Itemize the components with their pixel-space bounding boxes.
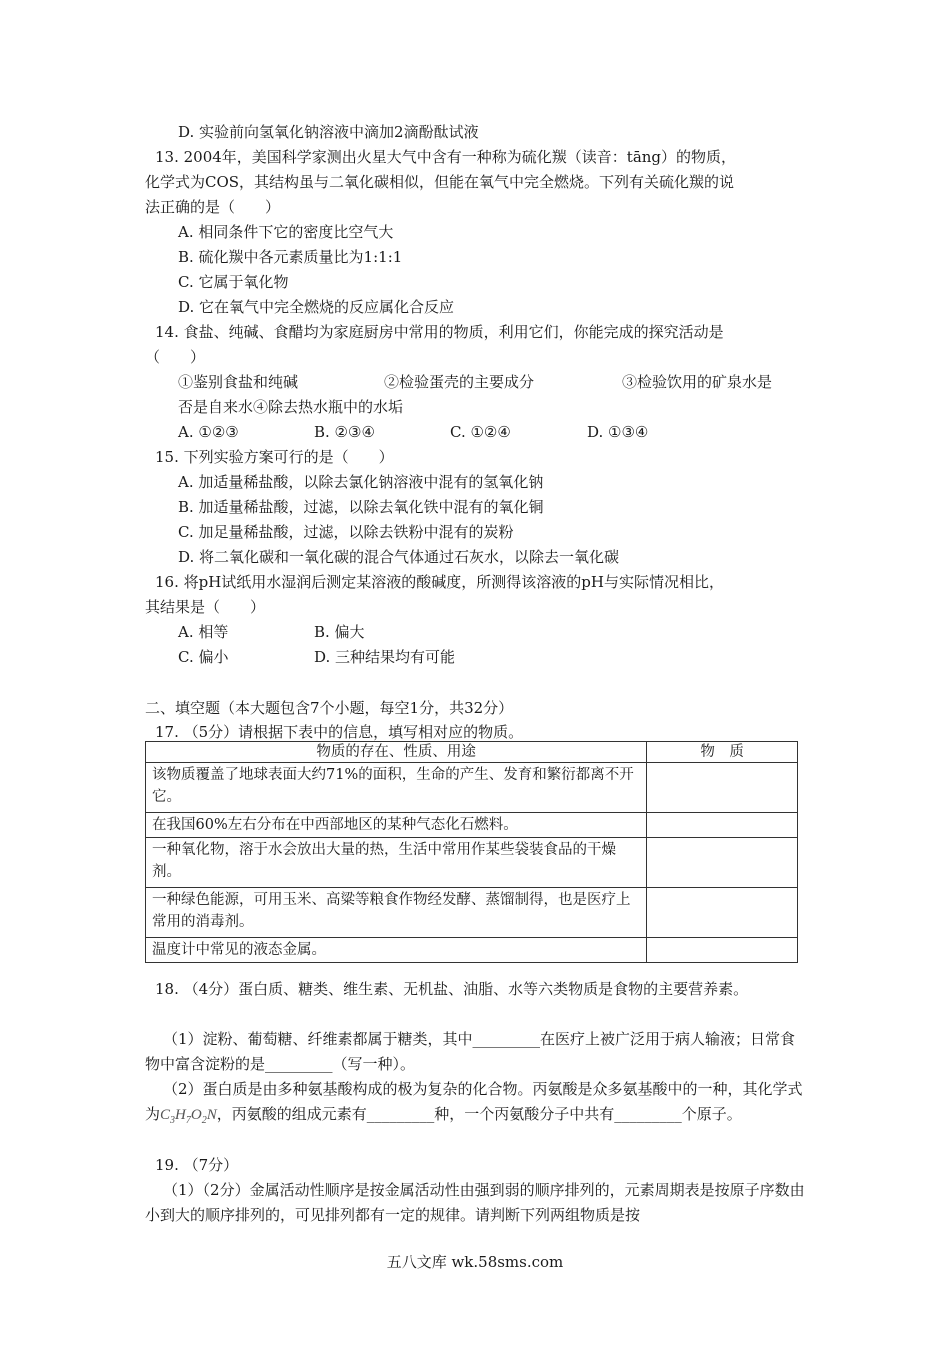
table-cell-description: 在我国60%左右分布在中西部地区的某种气态化石燃料。 — [146, 813, 647, 838]
table-cell-description: 一种绿色能源，可用玉米、高粱等粮食作物经发酵、蒸馏制得，也是医疗上常用的消毒剂。 — [146, 888, 647, 938]
q14-option-d: D. ①③④ — [587, 423, 649, 441]
q15-option-b: B. 加适量稀盐酸，过滤，以除去氧化铁中混有的氧化铜 — [178, 498, 544, 516]
q16-stem-line2: 其结果是（ ） — [145, 598, 266, 616]
answer-cell[interactable] — [647, 838, 798, 888]
q16-option-b: B. 偏大 — [314, 623, 365, 641]
q16-option-c: C. 偏小 — [178, 648, 229, 666]
q18-part2-text-b: ，丙氨酸的组成元素有_________种，一个丙氨酸分子中共有_________个原子。 — [216, 1105, 742, 1123]
q12-option-d: D. 实验前向氢氧化钠溶液中滴加2滴酚酞试液 — [178, 123, 479, 141]
answer-cell[interactable] — [647, 763, 798, 813]
table-row — [146, 813, 798, 838]
q14-option-c: C. ①②④ — [450, 423, 511, 441]
table-cell-description: 温度计中常见的液态金属。 — [146, 938, 647, 963]
alanine-formula: $C_3H_7O_2N$ — [160, 1107, 217, 1126]
q13-option-b: B. 硫化羰中各元素质量比为1:1:1 — [178, 248, 403, 266]
q15-stem: 15. 下列实验方案可行的是（ ） — [155, 448, 394, 466]
q14-stem-line1: 14. 食盐、纯碱、食醋均为家庭厨房中常用的物质，利用它们，你能完成的探究活动是 — [155, 323, 724, 341]
q13-option-c: C. 它属于氧化物 — [178, 273, 289, 291]
q18-part1: （1）淀粉、葡萄糖、纤维素都属于糖类，其中_________在医疗上被广泛用于病人输液；日常食物中富含淀粉的是_________（写一种）。 — [145, 1030, 796, 1073]
q14-option-a: A. ①②③ — [178, 423, 239, 441]
table-row — [146, 838, 798, 888]
q14-item-line4: 否是自来水④除去热水瓶中的水垢 — [178, 398, 404, 416]
q19-part1: （1）（2分）金属活动性顺序是按金属活动性由强到弱的顺序排列的，元素周期表是按原子序数由小到大的顺序排列的，可见排列都有一定的规律。请判断下列两组物质是按 — [145, 1181, 805, 1224]
footer-watermark: 五八文库 wk.58sms.com — [386, 1253, 564, 1271]
table-row — [146, 763, 798, 813]
q13-stem-line3: 法正确的是（ ） — [145, 198, 281, 216]
q18-part2-text-a: （2）蛋白质是由多种氨基酸构成的极为复杂的化合物。丙氨酸是众多氨基酸中的一种，其化学式为 — [145, 1080, 803, 1123]
table-row — [146, 938, 798, 963]
table-header-description: 物质的存在、性质、用途 — [146, 742, 647, 763]
q13-option-a: A. 相同条件下它的密度比空气大 — [178, 223, 394, 241]
answer-cell[interactable] — [647, 938, 798, 963]
q15-option-a: A. 加适量稀盐酸，以除去氯化钠溶液中混有的氢氧化钠 — [178, 473, 544, 491]
section-title: 二、填空题（本大题包含7个小题，每空1分，共32分） — [145, 699, 514, 717]
table-row — [146, 888, 798, 938]
q13-stem-line2: 化学式为COS，其结构虽与二氧化碳相似，但能在氧气中完全燃烧。下列有关硫化羰的说 — [145, 173, 735, 191]
q13-option-d: D. 它在氧气中完全燃烧的反应属化合反应 — [178, 298, 455, 316]
q19-stem: 19. （7分） — [155, 1156, 239, 1174]
q16-option-a: A. 相等 — [178, 623, 229, 641]
q16-stem-line1: 16. 将pH试纸用水湿润后测定某溶液的酸碱度，所测得该溶液的pH与实际情况相比， — [155, 573, 724, 591]
q14-option-b: B. ②③④ — [314, 423, 375, 441]
q16-option-d: D. 三种结果均有可能 — [314, 648, 456, 666]
table-cell-description: 一种氧化物，溶于水会放出大量的热，生活中常用作某些袋装食品的干燥剂。 — [146, 838, 647, 888]
answer-cell[interactable] — [647, 888, 798, 938]
q18-stem: 18. （4分）蛋白质、糖类、维生素、无机盐、油脂、水等六类物质是食物的主要营养素。 — [155, 980, 749, 998]
q14-item-2: ②检验蛋壳的主要成分 — [384, 373, 535, 391]
q17-stem: 17. （5分）请根据下表中的信息，填写相对应的物质。 — [155, 723, 524, 741]
q15-option-d: D. 将二氧化碳和一氧化碳的混合气体通过石灰水，以除去一氧化碳 — [178, 548, 620, 566]
q13-stem-line1: 13. 2004年，美国科学家测出火星大气中含有一种称为硫化羰（读音：tāng）的物质， — [155, 148, 737, 166]
substance-table — [145, 741, 798, 963]
q14-item-1: ①鉴别食盐和纯碱 — [178, 373, 299, 391]
table-header-substance: 物 质 — [647, 742, 798, 763]
table-cell-description: 该物质覆盖了地球表面大约71%的面积，生命的产生、发育和繁衍都离不开它。 — [146, 763, 647, 813]
table-header-row — [146, 742, 798, 763]
q15-option-c: C. 加足量稀盐酸，过滤，以除去铁粉中混有的炭粉 — [178, 523, 514, 541]
q14-stem-line2: （ ） — [145, 348, 206, 366]
q14-item-3: ③检验饮用的矿泉水是 — [622, 373, 773, 391]
answer-cell[interactable] — [647, 813, 798, 838]
q18-part2 — [145, 1077, 805, 1133]
